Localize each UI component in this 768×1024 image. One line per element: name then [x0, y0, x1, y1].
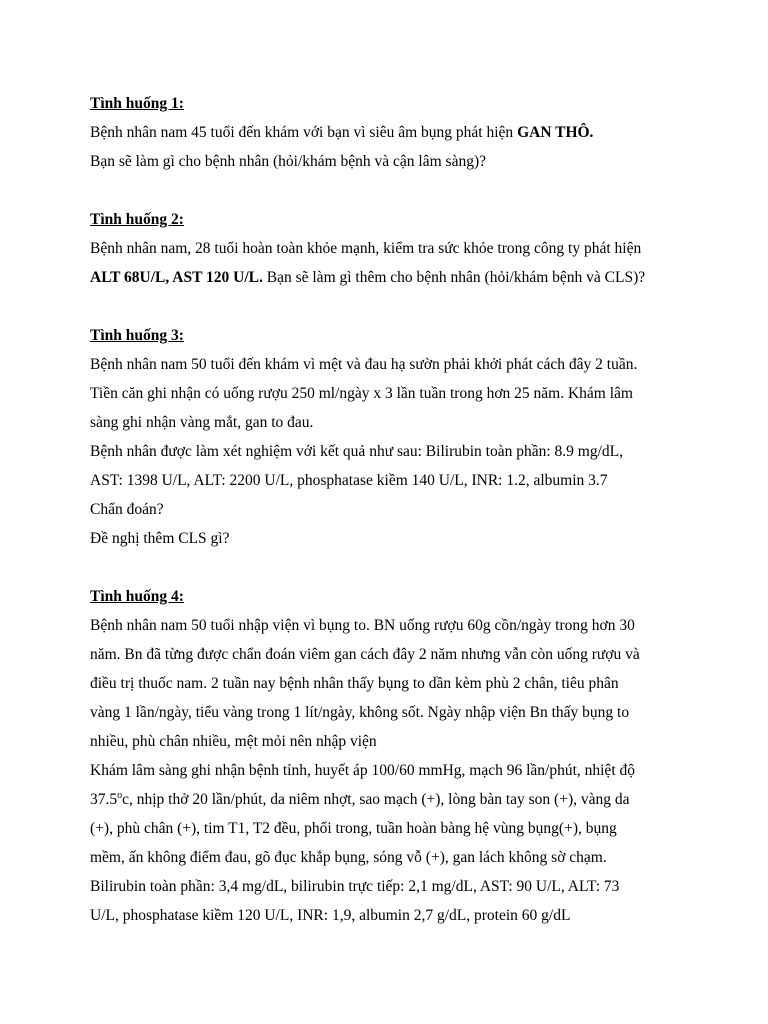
- document-body: [90, 89, 690, 930]
- case-1-finding: GAN THÔ.: [517, 124, 594, 141]
- case-3-line: sàng ghi nhận vàng mắt, gan to đau.: [90, 414, 314, 431]
- case-2-line-1: Bệnh nhân nam, 28 tuổi hoàn toàn khỏe mạnh, kiểm tra sức khỏe trong công ty phát hiện: [90, 240, 642, 257]
- case-2-line-2: [90, 263, 690, 292]
- spacer: [90, 292, 690, 321]
- case-4-line: vàng 1 lần/ngày, tiểu vàng trong 1 lít/ngày, không sốt. Ngày nhập viện Bn thấy bụng to: [90, 704, 630, 721]
- spacer: [90, 553, 690, 582]
- case-1-title: Tình huống 1:: [90, 95, 184, 112]
- case-4-line: nhiều, phù chân nhiều, mệt mỏi nên nhập viện: [90, 733, 377, 750]
- case-1-heading-line: [90, 89, 690, 118]
- case-4-line: (+), phù chân (+), tim T1, T2 đều, phổi trong, tuần hoàn bàng hệ vùng bụng(+), bụng: [90, 820, 617, 837]
- case-4-line: năm. Bn đã từng được chẩn đoán viêm gan cách đây 2 năm nhưng vẫn còn uống rượu và: [90, 646, 640, 663]
- case-3-heading-line: [90, 321, 690, 350]
- case-2-heading-line: [90, 205, 690, 234]
- case-3-line: AST: 1398 U/L, ALT: 2200 U/L, phosphatase kiềm 140 U/L, INR: 1.2, albumin 3.7: [90, 472, 608, 489]
- case-3-line: Tiền căn ghi nhận có uống rượu 250 ml/ngày x 3 lần tuần trong hơn 25 năm. Khám lâm: [90, 385, 633, 402]
- case-1-line-2: Bạn sẽ làm gì cho bệnh nhân (hỏi/khám bệnh và cận lâm sàng)?: [90, 153, 486, 170]
- case-4-line: Khám lâm sàng ghi nhận bệnh tỉnh, huyết áp 100/60 mmHg, mạch 96 lần/phút, nhiệt độ: [90, 762, 635, 779]
- case-4-line: Bilirubin toàn phần: 3,4 mg/dL, bilirubin trực tiếp: 2,1 mg/dL, AST: 90 U/L, ALT: 73: [90, 878, 620, 895]
- case-3-question-diagnosis: Chẩn đoán?: [90, 501, 164, 518]
- case-3-question-tests: Đề nghị thêm CLS gì?: [90, 530, 230, 547]
- case-1-text: Bệnh nhân nam 45 tuổi đến khám với bạn vì siêu âm bụng phát hiện: [90, 124, 518, 141]
- case-4-line: mềm, ấn không điểm đau, gõ đục khắp bụng, sóng vỗ (+), gan lách không sờ chạm.: [90, 849, 607, 866]
- case-4-title: Tình huống 4:: [90, 588, 184, 605]
- case-4-heading-line: [90, 582, 690, 611]
- case-4-line: Bệnh nhân nam 50 tuổi nhập viện vì bụng to. BN uống rượu 60g cồn/ngày trong hơn 30: [90, 617, 635, 634]
- case-2-title: Tình huống 2:: [90, 211, 184, 228]
- case-4-exam-text: c, nhịp thở 20 lần/phút, da niêm nhợt, sao mạch (+), lòng bàn tay son (+), vàng da: [122, 791, 630, 808]
- case-2-question: Bạn sẽ làm gì thêm cho bệnh nhân (hỏi/khám bệnh và CLS)?: [262, 269, 646, 286]
- case-4-temperature-line: [90, 785, 690, 814]
- case-3-line: Bệnh nhân nam 50 tuổi đến khám vì mệt và đau hạ sườn phải khởi phát cách đây 2 tuần.: [90, 356, 638, 373]
- case-4-line: U/L, phosphatase kiềm 120 U/L, INR: 1,9, albumin 2,7 g/dL, protein 60 g/dL: [90, 907, 571, 924]
- temperature-value: 37.5: [90, 791, 118, 808]
- case-1-line-1: [90, 118, 690, 147]
- degree-superscript: o: [117, 789, 123, 801]
- spacer: [90, 176, 690, 205]
- case-4-line: điều trị thuốc nam. 2 tuần nay bệnh nhân thấy bụng to dần kèm phù 2 chân, tiêu phân: [90, 675, 619, 692]
- case-3-line: Bệnh nhân được làm xét nghiệm với kết quả như sau: Bilirubin toàn phần: 8.9 mg/dL,: [90, 443, 623, 460]
- case-3-title: Tình huống 3:: [90, 327, 184, 344]
- case-2-lab-values: ALT 68U/L, AST 120 U/L.: [90, 269, 263, 286]
